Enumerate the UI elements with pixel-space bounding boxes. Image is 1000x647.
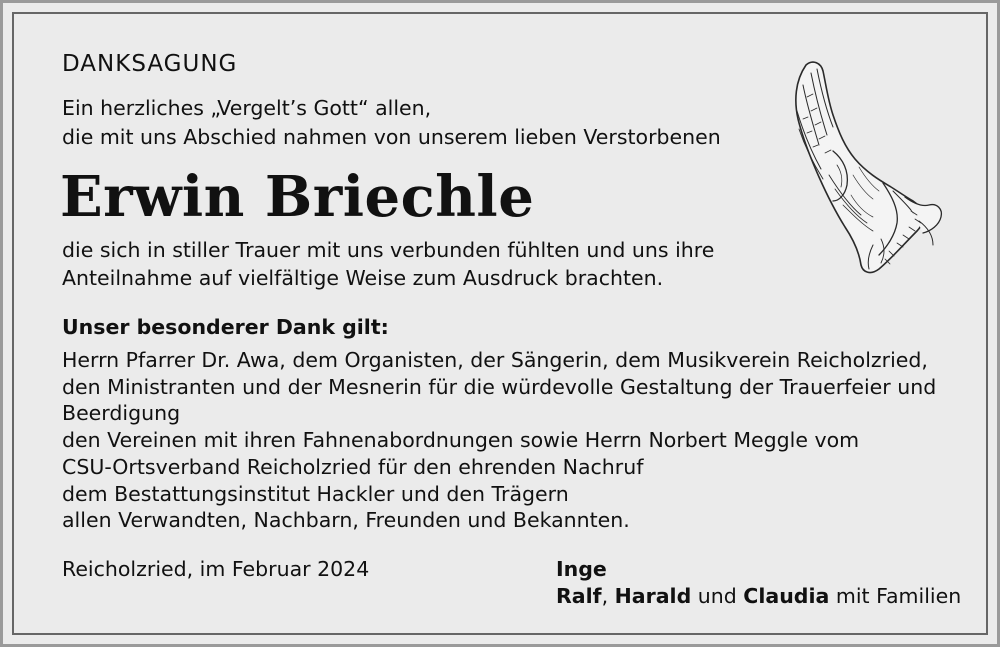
thanks-line: Beerdigung: [62, 401, 181, 425]
thanks-line: dem Bestattungsinstitut Hackler und den Trägern: [62, 482, 569, 506]
signature-line-1: Inge: [556, 557, 607, 581]
thanks-line: CSU-Ortsverband Reicholzried für den ehrenden Nachruf: [62, 455, 644, 479]
praying-hands-icon: [773, 55, 948, 280]
special-thanks-heading: Unser besonderer Dank gilt:: [62, 315, 389, 339]
after-name-line-2: Anteilnahme auf vielfältige Weise zum Ausdruck brachten.: [62, 266, 664, 290]
thanks-line: allen Verwandten, Nachbarn, Freunden und Bekannten.: [62, 508, 630, 532]
thanks-line: den Ministranten und der Mesnerin für die würdevolle Gestaltung der Trauerfeier und: [62, 375, 937, 399]
after-name-line-1: die sich in stiller Trauer mit uns verbunden fühlten und uns ihre: [62, 238, 715, 262]
signature-name-claudia: Claudia: [743, 584, 830, 608]
signature-comma: ,: [601, 584, 615, 608]
place-date: Reicholzried, im Februar 2024: [62, 557, 370, 581]
intro-line-1: Ein herzliches „Vergelt’s Gott“ allen,: [62, 96, 432, 120]
signature-suffix: mit Familien: [829, 584, 962, 608]
signature-line-2: [556, 583, 961, 609]
thanks-line: den Vereinen mit ihren Fahnenabordnungen sowie Herrn Norbert Meggle vom: [62, 428, 860, 452]
thanks-line: Herrn Pfarrer Dr. Awa, dem Organisten, der Sängerin, dem Musikverein Reicholzried,: [62, 348, 928, 372]
deceased-name: Erwin Briechle: [60, 164, 535, 230]
signature-name-harald: Harald: [614, 584, 692, 608]
signature-name-ralf: Ralf: [556, 584, 602, 608]
heading: DANKSAGUNG: [62, 51, 238, 77]
intro-line-2: die mit uns Abschied nahmen von unserem lieben Verstorbenen: [62, 125, 721, 149]
signature-und: und: [691, 584, 744, 608]
